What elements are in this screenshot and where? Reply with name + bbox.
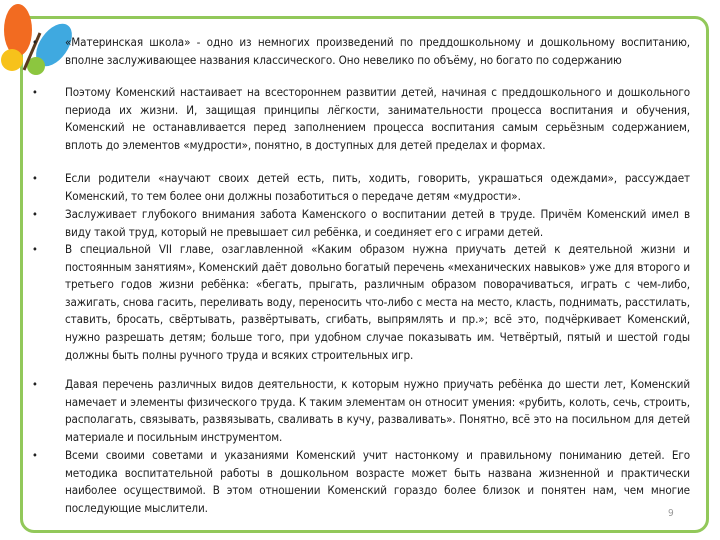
bullet-dot: • xyxy=(32,86,38,99)
bullet-item xyxy=(32,170,692,205)
bullet-text: Давая перечень различных видов деятельности, к которым нужно приучать ребёнка до шести лет, Коменский намечает и элементы физического труда. К таким элементам он относит умения: «рубить, колоть, сечь, строить, располагать, связывать, развязывать, сваливать в кучу, разваливать». Понятно, всё это на посильном для детей материале и посильным инструментом. xyxy=(65,377,690,444)
bullet-text: Поэтому Коменский настаивает на всестороннем развитии детей, начиная с преддошкольного и дошкольного периода их жизни. И, защищая принципы лёгкости, занимательности процесса воспитания и обучения, Коменский не останавливается перед заполнением процесса воспитания самым серьёзным содержанием, вплоть до элементов «мудрости», понятно, в доступных для детей пределах и формах. xyxy=(65,85,690,152)
page-number: 9 xyxy=(668,508,674,519)
bullet-dot: • xyxy=(32,243,38,256)
bullet-item xyxy=(32,376,692,446)
bullet-dot: • xyxy=(32,449,38,462)
bullet-dot: • xyxy=(32,172,38,185)
bullet-text: «Материнская школа» - одно из немногих произведений по преддошкольному и дошкольному воспитанию, вполне заслуживающее названия классического. Оно невелико по объёму, но богато по содержанию xyxy=(65,35,690,67)
bullet-text: В специальной VII главе, озаглавленной «Каким образом нужна приучать детей к деятельной жизни и постоянным занятиям», Коменский даёт довольно богатый перечень «механических навыков» уже для второго и третьего годов жизни ребёнка: «бегать, прыгать, различным образом поворачиваться, играть с чем-либо, зажигать, снова гасить, переливать воду, переносить что-либо с места на место, класть, поднимать, расстилать, ставить, бросать, свёртывать, развёртывать, сгибать, выпрямлять и пр.»; всё это, подчёркивает Коменский, нужно разрешать детям; больше того, при удобном случае показывать им. Четвёртый, пятый и шестой годы должны быть полны ручного труда и всяких строительных игр. xyxy=(65,242,690,362)
bullet-dot: • xyxy=(32,36,38,49)
bullet-item xyxy=(32,241,692,364)
bullet-dot: • xyxy=(32,378,38,391)
bullet-item xyxy=(32,34,692,69)
bullet-item xyxy=(32,206,692,241)
bullet-item xyxy=(32,447,692,517)
bullet-text: Если родители «научают своих детей есть, пить, ходить, говорить, украшаться одеждами», рассуждает Коменский, то тем более они должны позаботиться о передаче детям «мудрости». xyxy=(65,171,690,203)
bullet-item xyxy=(32,84,692,154)
bullet-text: Всеми своими советами и указаниями Коменский учит настонкому и правильному пониманию детей. Его методика воспитательной работы в дошкольном возрасте может быть названа жизненной и практически наиболее осуществимой. В этом отношении Коменский гораздо более близок и понятен нам, чем многие последующие мыслители. xyxy=(65,448,690,515)
bullet-text: Заслуживает глубокого внимания забота Каменского о воспитании детей в труде. Причём Коменский имел в виду такой труд, который не превышает сил ребёнка, и соединяет его с играми детей. xyxy=(65,207,690,239)
bullet-dot: • xyxy=(32,208,38,221)
